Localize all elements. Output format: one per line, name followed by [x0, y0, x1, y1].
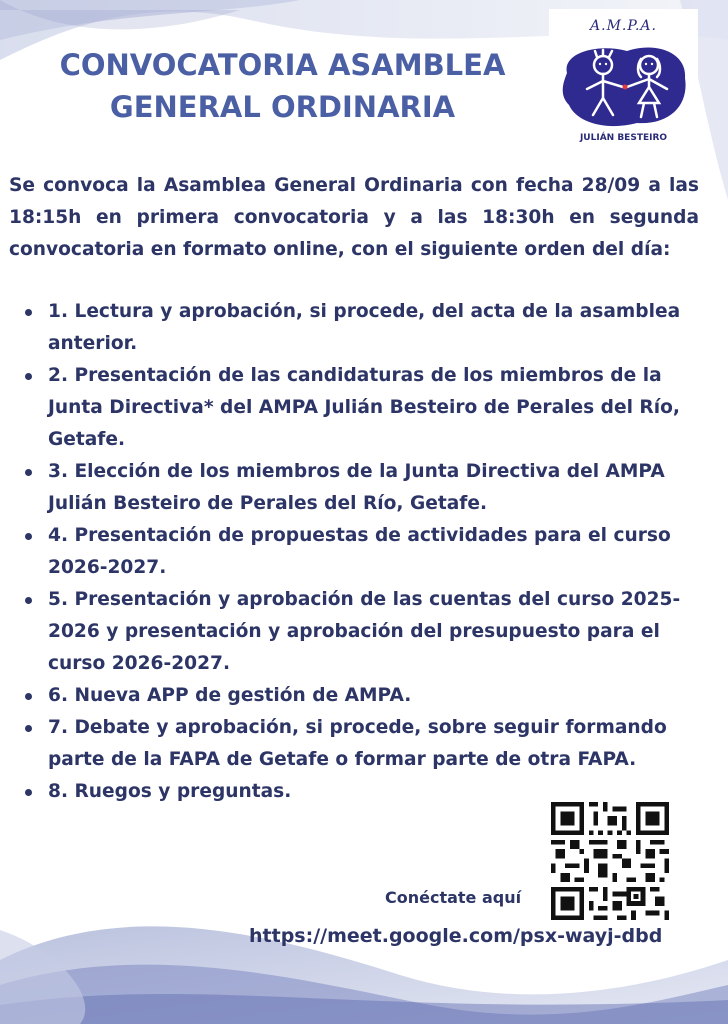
title-line-1: CONVOCATORIA ASAMBLEA — [59, 48, 506, 82]
agenda-item: 1. Lectura y aprobación, si procede, del acta de la asamblea anterior. — [19, 296, 699, 360]
intro-paragraph: Se convoca la Asamblea General Ordinaria con fecha 28/09 a las 18:15h en primera convocatoria y a las 18:30h en segunda convocatoria en formato online, con el siguiente orden del día: — [9, 175, 699, 260]
agenda-item: 5. Presentación y aprobación de las cuentas del curso 2025-2026 y presentación y aprobación del presupuesto para el curso 2026-2027. — [19, 584, 699, 680]
qr-code-icon[interactable] — [550, 802, 670, 920]
ampa-logo — [549, 9, 698, 155]
agenda-item: 3. Elección de los miembros de la Junta Directiva del AMPA Julián Besteiro de Perales del Río, Getafe. — [19, 456, 699, 520]
logo-top-text: A.M.P.A. — [590, 18, 657, 34]
children-drawing-icon — [557, 43, 690, 129]
title-line-2: GENERAL ORDINARIA — [109, 90, 456, 124]
page-title — [0, 44, 565, 128]
agenda-item: 2. Presentación de las candidaturas de los miembros de la Junta Directiva* del AMPA Julián Besteiro de Perales del Río, Getafe. — [19, 360, 699, 456]
logo-bottom-text: JULIÁN BESTEIRO — [579, 133, 668, 143]
agenda-item: 8. Ruegos y preguntas. — [19, 776, 699, 808]
agenda-item: 4. Presentación de propuestas de actividades para el curso 2026-2027. — [19, 520, 699, 584]
agenda-list — [19, 296, 699, 808]
agenda-item: 6. Nueva APP de gestión de AMPA. — [19, 680, 699, 712]
meeting-link[interactable]: https://meet.google.com/psx-wayj-dbd — [249, 925, 663, 947]
connect-label: Conéctate aquí — [385, 888, 522, 907]
agenda-item: 7. Debate y aprobación, si procede, sobre seguir formando parte de la FAPA de Getafe o formar parte de otra FAPA. — [19, 712, 699, 776]
